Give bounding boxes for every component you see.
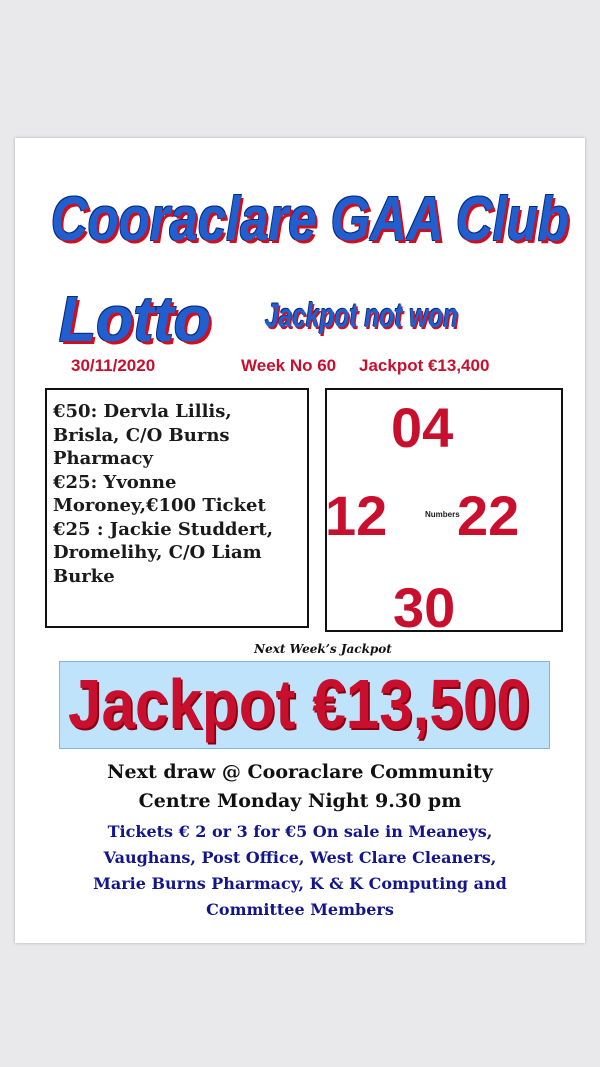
drawn-number-4: 30: [393, 576, 456, 639]
draw-info: [15, 758, 585, 816]
draw-date: 30/11/2020: [71, 356, 156, 375]
current-jackpot: Jackpot €13,400: [359, 356, 490, 375]
lotto-poster: [15, 138, 585, 943]
tickets-info-line: Vaughans, Post Office, West Clare Cleaners,: [103, 848, 497, 867]
next-jackpot-banner: [59, 661, 550, 749]
next-jackpot-amount: Jackpot €13,500: [68, 665, 530, 743]
numbers-box: [325, 388, 563, 639]
winner-line: €50: Dervla Lillis,: [53, 401, 232, 422]
next-week-label: Next Week’s Jackpot: [254, 642, 392, 656]
jackpot-status: Jackpot not won: [265, 297, 459, 335]
tickets-info-line: Tickets € 2 or 3 for €5 On sale in Meaneys,: [107, 822, 493, 841]
lotto-title: Lotto: [59, 283, 211, 355]
drawn-number-3: 22: [457, 484, 520, 547]
winner-line: Burke: [53, 565, 115, 587]
drawn-number-2: 12: [325, 484, 388, 547]
winners-box: [45, 388, 309, 628]
winner-line: €25 : Jackie Studdert,: [53, 518, 274, 540]
week-number: Week No 60: [241, 356, 337, 375]
winner-line: Pharmacy: [53, 448, 153, 469]
tickets-info-line: Committee Members: [206, 900, 394, 919]
club-title: Cooraclare GAA Club: [51, 185, 569, 254]
winner-line: Brisla, C/O Burns: [53, 424, 230, 446]
numbers-label: Numbers: [425, 510, 460, 519]
drawn-number-1: 04: [391, 396, 454, 459]
winner-line: €25: Yvonne: [53, 471, 177, 493]
draw-info-line: Next draw @ Cooraclare Community: [107, 761, 493, 783]
tickets-info: [15, 819, 585, 923]
winner-line: Dromelihy, C/O Liam: [53, 542, 262, 563]
draw-info-line: Centre Monday Night 9.30 pm: [138, 790, 462, 812]
winner-line: Moroney,€100 Ticket: [53, 495, 266, 516]
tickets-info-line: Marie Burns Pharmacy, K & K Computing and: [93, 874, 507, 893]
